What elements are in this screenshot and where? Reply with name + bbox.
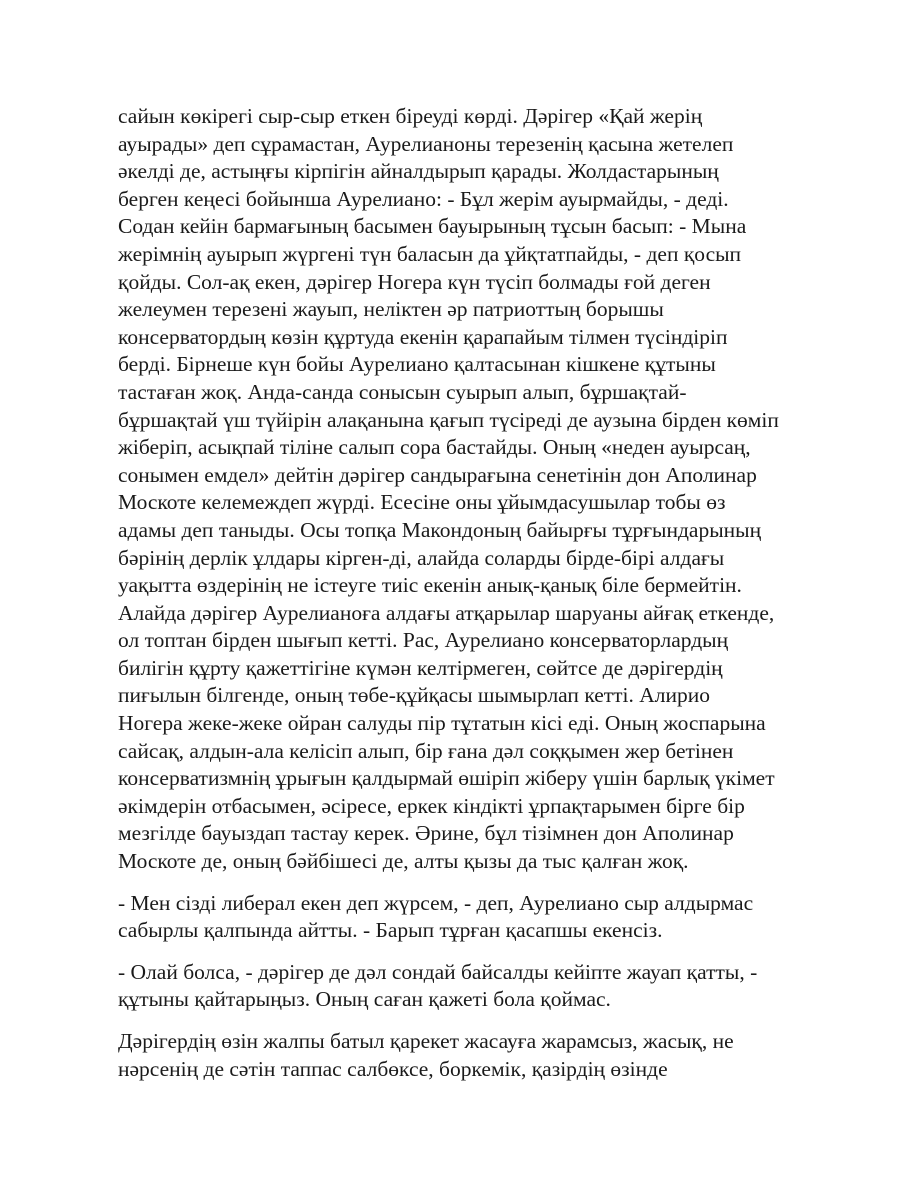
text-line: билігін құрту қажеттігіне күмән келтірмеген, сөйтсе де дәрігердің	[118, 655, 723, 680]
text-line: әкімдерін отбасымен, әсіресе, еркек кіндікті ұрпақтарымен бірге бір	[118, 793, 745, 818]
text-line: Содан кейін бармағының басымен бауырының тұсын басып: - Мына	[118, 214, 747, 239]
text-line: құтыны қайтарыңыз. Оның саған қажеті бола қоймас.	[118, 987, 611, 1012]
text-line: консерватизмнің ұрығын қалдырмай өшіріп жіберу үшін барлық үкімет	[118, 766, 775, 791]
text-line: тастаған жоқ. Анда-санда сонысын суырып алып, бұршақтай-	[118, 379, 687, 404]
text-line: сонымен емдел» дейтін дәрігер сандырағына сенетінін дон Аполинар	[118, 462, 757, 487]
text-line: - Олай болса, - дәрігер де дәл сондай байсалды кейіпте жауап қатты, -	[118, 959, 758, 984]
text-line: сабырлы қалпында айтты. - Барып тұрған қасапшы екенсіз.	[118, 918, 663, 943]
text-line: берді. Бірнеше күн бойы Аурелиано қалтасынан кішкене құтыны	[118, 352, 716, 377]
text-line: Алайда дәрігер Аурелианоға алдағы атқарылар шаруаны айғақ еткенде,	[118, 600, 775, 625]
text-line: желеумен терезені жауып, неліктен әр патриоттың борышы	[118, 297, 664, 322]
text-line: қойды. Сол-ақ екен, дәрігер Ногера күн түсіп болмады ғой деген	[118, 269, 711, 294]
text-line: пиғылын білгенде, оның төбе-құйқасы шымырлап кетті. Алирио	[118, 683, 711, 708]
text-line: Москоте де, оның бәйбішесі де, алты қызы да тыс қалған жоқ.	[118, 849, 689, 874]
text-line: жіберіп, асықпай тіліне салып сора бастайды. Оның «неден ауырсаң,	[118, 435, 751, 460]
text-line: адамы деп таныды. Осы топқа Макондоның байырғы тұрғындарының	[118, 517, 762, 542]
paragraph	[118, 1028, 818, 1083]
text-line: - Мен сізді либерал екен деп жүрсем, - деп, Аурелиано сыр алдырмас	[118, 890, 754, 915]
text-line: жерімнің ауырып жүргені түн баласын да ұйқтатпайды, - деп қосып	[118, 241, 742, 266]
text-line: берген кеңесі бойынша Аурелиано: - Бұл жерім ауырмайды, - деді.	[118, 186, 729, 211]
text-line: ауырады» деп сұрамастан, Аурелианоны терезенің қасына жетелеп	[118, 131, 734, 156]
text-line: ол топтан бірден шығып кетті. Рас, Аурелиано консерваторлардың	[118, 628, 729, 653]
document-body	[118, 103, 818, 1097]
text-line: бәрінің дерлік ұлдары кірген-ді, алайда соларды бірде-бірі алдағы	[118, 545, 725, 570]
text-line: бұршақтай үш түйірін алақанына қағып түсіреді де аузына бірден көміп	[118, 407, 779, 432]
text-line: нәрсенің де сәтін таппас салбөксе, боркемік, қазірдің өзінде	[118, 1056, 668, 1081]
text-line: мезгілде бауыздап тастау керек. Әрине, бұл тізімнен дон Аполинар	[118, 821, 734, 846]
paragraph	[118, 103, 818, 876]
paragraph	[118, 959, 818, 1014]
text-line: сайсақ, алдын-ала келісіп алып, бір ғана дәл соққымен жер бетінен	[118, 738, 734, 763]
text-line: уақытта өздерінің не істеуге тиіс екенін анық-қанық біле бермейтін.	[118, 573, 742, 598]
text-line: Москоте келемеждеп жүрді. Есесіне оны ұйымдасушылар тобы өз	[118, 490, 726, 515]
text-line: консерватордың көзін құртуда екенін қарапайым тілмен түсіндіріп	[118, 324, 728, 349]
text-line: Ногера жеке-жеке ойран салуды пір тұтатын кісі еді. Оның жоспарына	[118, 711, 766, 736]
text-line: әкелді де, астыңғы кірпігін айналдырып қарады. Жолдастарының	[118, 159, 719, 184]
paragraph	[118, 890, 818, 945]
text-line: Дәрігердің өзін жалпы батыл қарекет жасауға жарамсыз, жасық, не	[118, 1029, 734, 1053]
text-line: сайын көкірегі сыр-сыр еткен біреуді көрді. Дәрігер «Қай жерің	[118, 104, 703, 128]
